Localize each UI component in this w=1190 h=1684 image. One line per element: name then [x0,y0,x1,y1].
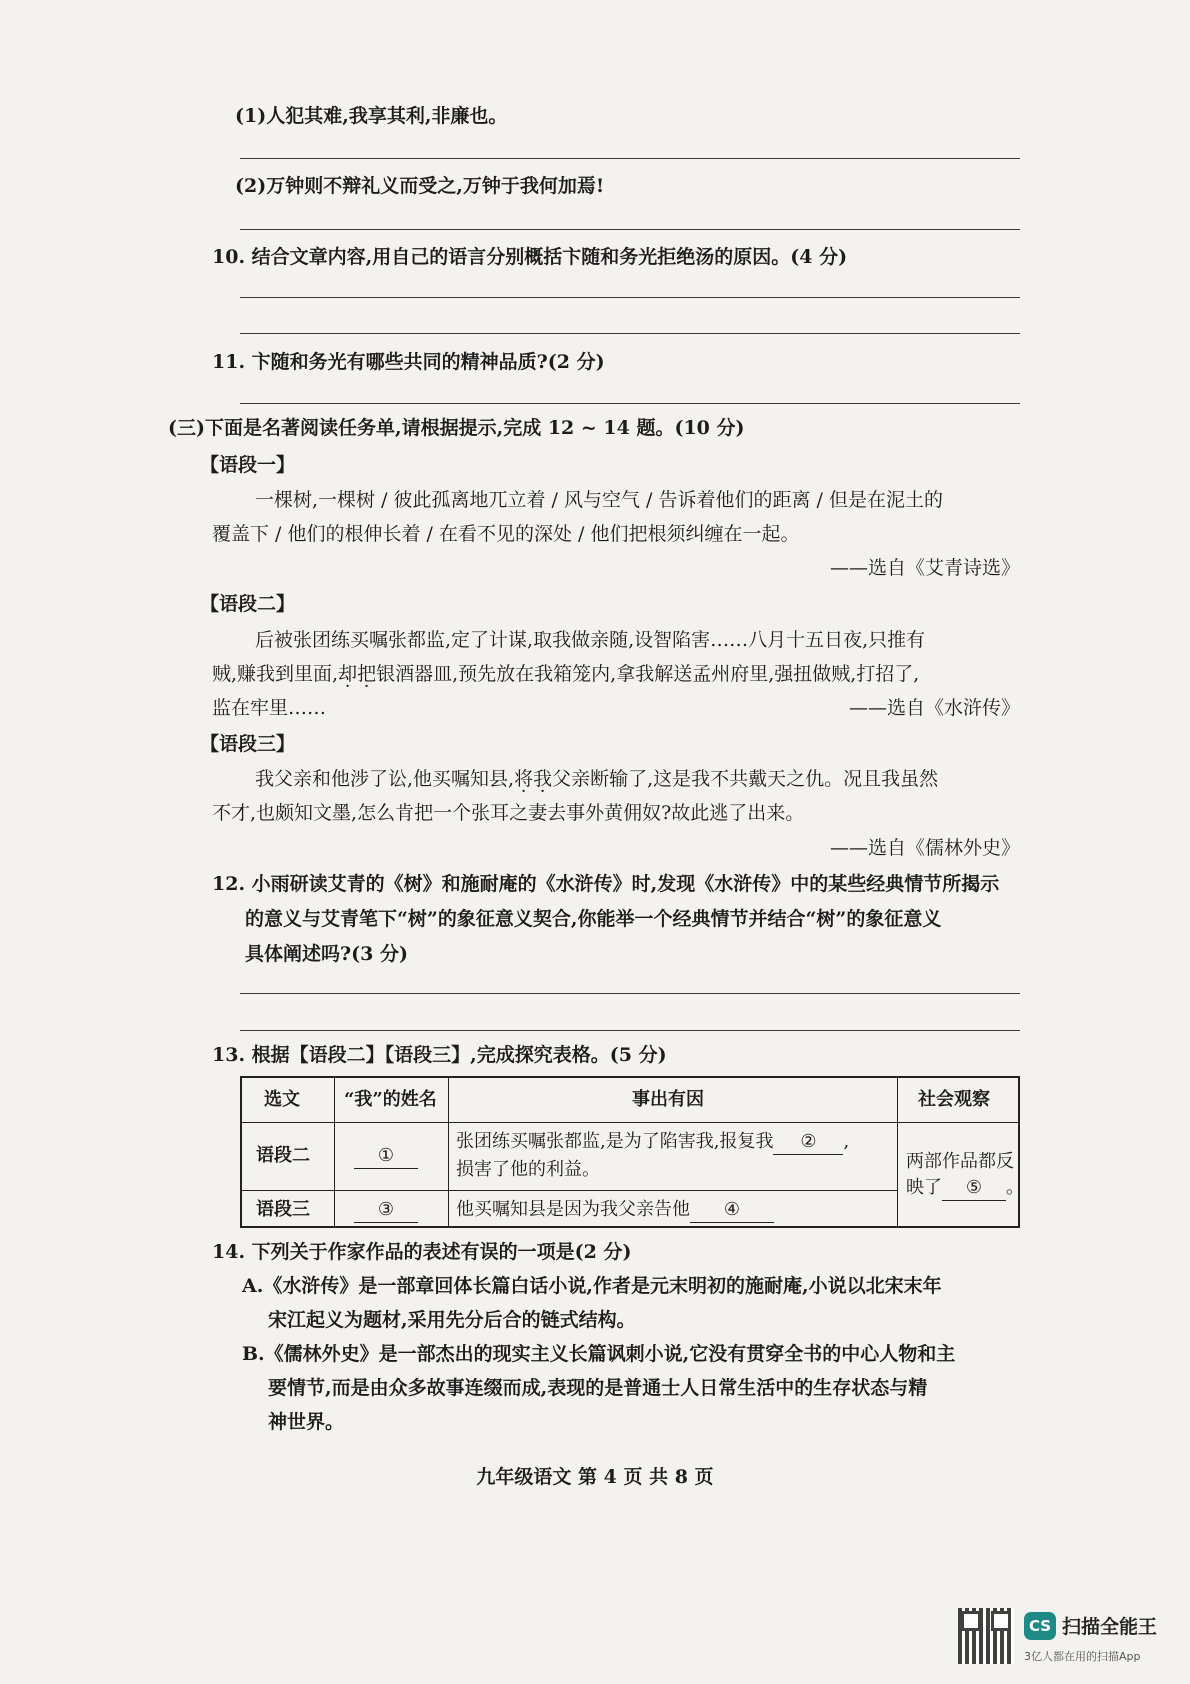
passage-2-source: ——选自《水浒传》 [848,697,1020,719]
camscanner-logo-icon: CS [1024,1612,1056,1640]
qr-code-icon [958,1608,1014,1664]
answer-line [240,403,1020,404]
passage-3-line-1: 我父亲和他涉了讼,他买嘱知县,将我父亲断输了,这是我不共戴天之仇。况且我虽然 [255,768,939,790]
blank-5[interactable]: ⑤ [942,1176,1006,1201]
passage-1-line-2: 覆盖下 / 他们的根伸长着 / 在看不见的深处 / 他们把根须纠缠在一起。 [212,523,800,545]
passage-2-line-2: 贼,赚我到里面,却把银酒器皿,预先放在我箱笼内,拿我解送孟州府里,强扭做贼,打招了, [212,663,920,685]
scanner-app-name: 扫描全能王 [1062,1616,1158,1638]
answer-line [240,993,1020,994]
answer-line [240,1030,1020,1031]
header-observation: 社会观察 [918,1089,990,1110]
row-2-source: 语段三 [256,1199,310,1220]
row-1-name-blank[interactable]: ① [354,1144,418,1169]
emphasis-char: 却 [338,663,358,685]
question-12-line-1: 12. 小雨研读艾青的《树》和施耐庵的《水浒传》时,发现《水浒传》中的某些经典情节所揭示 [212,873,1000,895]
scanner-app-tagline: 3亿人都在用的扫描App [1024,1650,1141,1663]
passage-1-line-1: 一棵树,一棵树 / 彼此孤离地兀立着 / 风与空气 / 告诉着他们的距离 / 但是在泥土的 [255,489,943,511]
option-a-line-2: 宋江起义为题材,采用先分后合的链式结构。 [268,1309,636,1331]
passage-3-source: ——选自《儒林外史》 [829,837,1020,859]
header-cause: 事出有因 [632,1089,704,1110]
blank-4[interactable]: ④ [690,1198,774,1223]
row-1-cause: 张团练买嘱张都监,是为了陷害我,报复我 ② , [456,1130,849,1155]
question-12-line-3: 具体阐述吗?(3 分) [245,943,408,965]
answer-line [240,333,1020,334]
passage-1-label: 【语段一】 [200,454,296,476]
answer-line [240,297,1020,298]
question-12-line-2: 的意义与艾青笔下“树”的象征意义契合,你能举一个经典情节并结合“树”的象征意义 [245,908,942,930]
row-2-cause: 他买嘱知县是因为我父亲告他 ④ [456,1198,774,1223]
q9-sentence-1: (1)人犯其难,我享其利,非廉也。 [235,105,508,127]
row-1-cause-line-2: 损害了他的利益。 [456,1159,600,1180]
option-b-line-3: 神世界。 [268,1411,345,1433]
row-1-source: 语段二 [256,1145,310,1166]
passage-2-label: 【语段二】 [200,593,296,615]
question-14: 14. 下列关于作家作品的表述有误的一项是(2 分) [212,1241,632,1263]
option-b-line-1[interactable]: B.《儒林外史》是一部杰出的现实主义长篇讽刺小说,它没有贯穿全书的中心人物和主 [242,1343,956,1365]
answer-line [240,229,1020,230]
row-2-name-blank[interactable]: ③ [354,1198,418,1223]
header-name: “我”的姓名 [344,1089,437,1110]
passage-1-source: ——选自《艾青诗选》 [829,557,1020,579]
passage-2-line-3: 监在牢里…… [212,697,327,719]
option-b-line-2: 要情节,而是由众多故事连缀而成,表现的是普通士人日常生活中的生存状态与精 [268,1377,928,1399]
passage-2-line-1: 后被张团练买嘱张都监,定了计谋,取我做亲随,设智陷害……八月十五日夜,只推有 [255,629,926,651]
passage-3-line-2: 不才,也颇知文墨,怎么肯把一个张耳之妻去事外黄佣奴?故此逃了出来。 [212,802,805,824]
answer-line [240,158,1020,159]
option-a-line-1[interactable]: A.《水浒传》是一部章回体长篇白话小说,作者是元末明初的施耐庵,小说以北宋末年 [242,1275,942,1297]
header-source: 选文 [264,1089,300,1110]
emphasis-char: 我 [533,768,553,790]
passage-3-label: 【语段三】 [200,733,296,755]
emphasis-char: 将 [514,768,534,790]
question-11: 11. 卞随和务光有哪些共同的精神品质?(2 分) [212,351,605,373]
observation-line-2: 映了 ⑤ 。 [906,1176,1024,1201]
question-13: 13. 根据【语段二】【语段三】,完成探究表格。(5 分) [212,1044,667,1066]
question-10: 10. 结合文章内容,用自己的语言分别概括卞随和务光拒绝汤的原因。(4 分) [212,246,848,268]
observation-line-1: 两部作品都反 [906,1151,1014,1172]
page-footer: 九年级语文 第 4 页 共 8 页 [476,1466,714,1488]
emphasis-char: 把 [357,663,377,685]
blank-2[interactable]: ② [773,1130,843,1155]
q9-sentence-2: (2)万钟则不辩礼义而受之,万钟于我何加焉! [235,175,605,197]
section-3-heading: (三)下面是名著阅读任务单,请根据提示,完成 12 ~ 14 题。(10 分) [168,417,745,439]
inquiry-table [240,1076,1024,1228]
